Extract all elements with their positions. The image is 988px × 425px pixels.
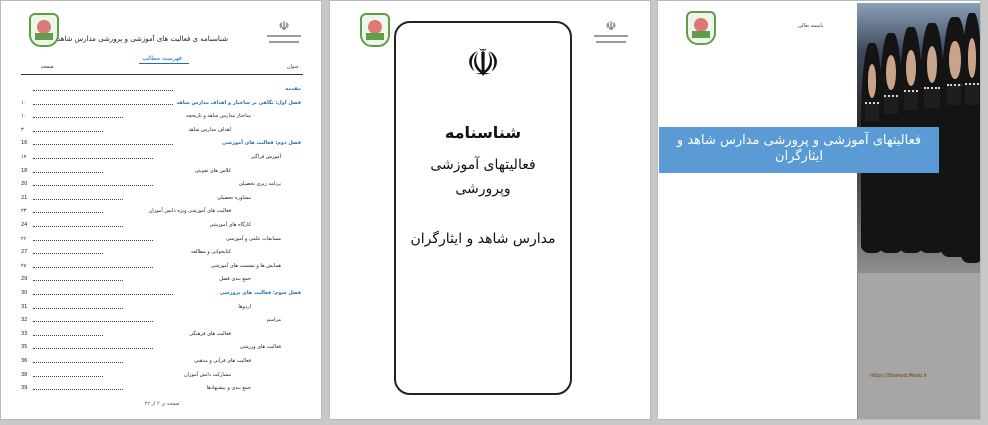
- toc-row[interactable]: [21, 139, 303, 147]
- page-number-footer: صفحه ی ۲ از ۴۲: [144, 401, 180, 407]
- toc-row-label: فعالیت های آموزشی ویژه دانش آموزان: [148, 208, 231, 215]
- iran-emblem-icon: ☫: [605, 19, 617, 33]
- toc-row-label: مسابقات علمی و آموزشی: [225, 235, 281, 242]
- toc-heading: فهرست مطالب: [142, 55, 182, 62]
- toc-row-page: 32: [21, 317, 28, 324]
- toc-row[interactable]: [21, 371, 303, 379]
- toc-row-label: فصل اول: نگاهی بر ساختار و اهداف مدارس شاهد: [176, 99, 301, 106]
- toc-row[interactable]: [21, 289, 303, 297]
- toc-row-leader: [33, 131, 103, 132]
- toc-row-leader: [33, 117, 123, 118]
- shahed-logo-icon: [29, 13, 59, 47]
- toc-row-label: مراسم: [266, 317, 281, 324]
- toc-row[interactable]: [21, 330, 303, 338]
- ministry-caption: [269, 41, 299, 43]
- toc-row-leader: [33, 335, 103, 336]
- toc-row-page: 35: [21, 344, 28, 351]
- toc-row-page: ۲۸: [21, 262, 27, 269]
- toc-row-label: فصل دوم: فعالیت های آموزشی: [222, 140, 301, 147]
- toc-row[interactable]: [21, 221, 303, 229]
- toc-row-leader: [33, 240, 153, 241]
- toc-row-page: 16: [21, 140, 28, 147]
- toc-row-page: 33: [21, 330, 28, 337]
- toc-row-leader: [33, 389, 123, 390]
- toc-row-page: ۳: [21, 126, 24, 133]
- toc-header-rule: [21, 74, 303, 75]
- cover-page: [657, 0, 981, 420]
- ministry-caption: [596, 41, 626, 43]
- toc-row[interactable]: [21, 207, 303, 215]
- toc-row-page: 36: [21, 358, 28, 364]
- toc-row[interactable]: [21, 343, 303, 351]
- toc-row-leader: [33, 104, 173, 105]
- toc-row-leader: [33, 253, 103, 254]
- toc-row-label: ساختار مدارس شاهد و تاریخچه: [185, 113, 251, 120]
- shahed-logo-icon: [686, 11, 716, 45]
- toc-row-leader: [33, 362, 123, 363]
- toc-row-leader: [33, 267, 153, 268]
- toc-row-leader: [33, 294, 173, 295]
- toc-row-label: فصل سوم: فعالیت های پرورشی: [219, 290, 301, 296]
- toc-row-label: جمع بندی فصل: [219, 276, 251, 283]
- toc-row-page: 18: [21, 167, 28, 174]
- toc-row[interactable]: [21, 316, 303, 324]
- toc-col-title: عنوان: [286, 64, 299, 70]
- toc-row-page: 30: [21, 290, 28, 296]
- toc-row-page: ۱۰: [21, 99, 27, 106]
- toc-row[interactable]: [21, 99, 303, 107]
- toc-row-page: 24: [21, 222, 28, 228]
- toc-row[interactable]: [21, 194, 303, 202]
- toc-row[interactable]: [21, 85, 303, 93]
- ministry-caption: [267, 35, 301, 37]
- toc-row-page: 31: [21, 303, 28, 310]
- toc-row[interactable]: [21, 126, 303, 134]
- toc-row[interactable]: [21, 112, 303, 120]
- toc-row-leader: [33, 144, 173, 145]
- id-frame: [394, 21, 572, 395]
- toc-page: [0, 0, 322, 420]
- basmala: باسمه تعالی: [798, 23, 824, 29]
- toc-row-label: کارگاه های آموزشی: [209, 222, 251, 228]
- toc-row-page: 27: [21, 249, 28, 256]
- toc-row-leader: [33, 185, 153, 186]
- id-line-1: فعالیتهای آموزشی: [430, 157, 536, 173]
- cover-title-banner: فعالیتهای آموزشی و پرورشی مدارس شاهد و ایثارگران: [659, 127, 939, 173]
- toc-row[interactable]: [21, 153, 303, 161]
- toc-row[interactable]: [21, 180, 303, 188]
- toc-row-page: 39: [21, 385, 28, 392]
- website-link[interactable]: https://Shahed.Medu.ir: [870, 373, 928, 379]
- toc-row-leader: [33, 376, 103, 377]
- toc-row-page: ۱۷: [21, 154, 27, 160]
- toc-row-label: فعالیت های ورزشی: [239, 344, 281, 351]
- toc-column-headers: [21, 64, 303, 74]
- cover-grey-border: [857, 273, 981, 419]
- toc-row[interactable]: [21, 262, 303, 270]
- toc-row-label: برنامه ریزی تحصیلی: [238, 181, 281, 188]
- toc-row[interactable]: [21, 275, 303, 283]
- toc-row-leader: [33, 280, 123, 281]
- toc-row-leader: [33, 348, 153, 349]
- shahed-logo-icon: [360, 13, 390, 47]
- toc-row-page: 29: [21, 276, 28, 283]
- toc-row[interactable]: [21, 357, 303, 365]
- toc-row-page: ۲۶: [21, 235, 27, 242]
- toc-row[interactable]: [21, 303, 303, 311]
- toc-row-leader: [33, 321, 153, 322]
- toc-row-leader: [33, 90, 173, 91]
- toc-row[interactable]: [21, 384, 303, 392]
- toc-row-label: مقدمه: [285, 86, 301, 92]
- toc-row-label: اردوها: [238, 303, 251, 310]
- toc-row-label: فعالیت های فرهنگی: [189, 330, 231, 337]
- toc-row-label: کتابخوانی و مطالعه: [190, 249, 231, 256]
- toc-row-label: فعالیت های قرآنی و مذهبی: [194, 358, 251, 364]
- toc-row-page: 20: [21, 181, 28, 188]
- toc-row-page: 21: [21, 194, 28, 201]
- toc-row-label: مشارکت دانش آموزان: [183, 371, 231, 378]
- toc-row[interactable]: [21, 248, 303, 256]
- toc-col-page: صفحه: [41, 64, 54, 70]
- toc-row-page: 38: [21, 371, 28, 378]
- toc-row-page: ۲۳: [21, 208, 27, 215]
- toc-row-page: ۱۰: [21, 113, 27, 120]
- toc-row[interactable]: [21, 235, 303, 243]
- toc-row-leader: [33, 226, 123, 227]
- toc-row-leader: [33, 308, 123, 309]
- ministry-caption: [594, 35, 628, 37]
- toc-row-leader: [33, 212, 103, 213]
- id-page: [329, 0, 651, 420]
- toc-row-leader: [33, 172, 103, 173]
- toc-row-label: مشاوره تحصیلی: [217, 194, 251, 201]
- iran-emblem-icon: ☫: [278, 19, 290, 33]
- toc-row-leader: [33, 199, 123, 200]
- id-line-2: وپرورشی: [455, 181, 511, 197]
- id-line-3: مدارس شاهد و ایثارگران: [410, 231, 556, 247]
- toc-row-label: آموزش فراگیر: [251, 154, 281, 160]
- toc-row-leader: [33, 158, 153, 159]
- id-title: شناسنامه: [444, 123, 522, 142]
- toc-row-label: کلاس های تقویتی: [194, 167, 231, 174]
- toc-row-label: اهداف مدارس شاهد: [188, 126, 231, 133]
- student-figure: [961, 13, 981, 263]
- iran-emblem-large-icon: ☫: [465, 41, 501, 85]
- toc-row[interactable]: [21, 167, 303, 175]
- toc-row-label: جمع بندی و پیشنهادها: [206, 385, 251, 392]
- toc-row-label: همایش ها و نشست های آموزشی: [210, 262, 281, 269]
- toc-header-title: شناسنامه ی فعالیت های آموزشی و پرورشی مدارس شاهد: [57, 35, 228, 43]
